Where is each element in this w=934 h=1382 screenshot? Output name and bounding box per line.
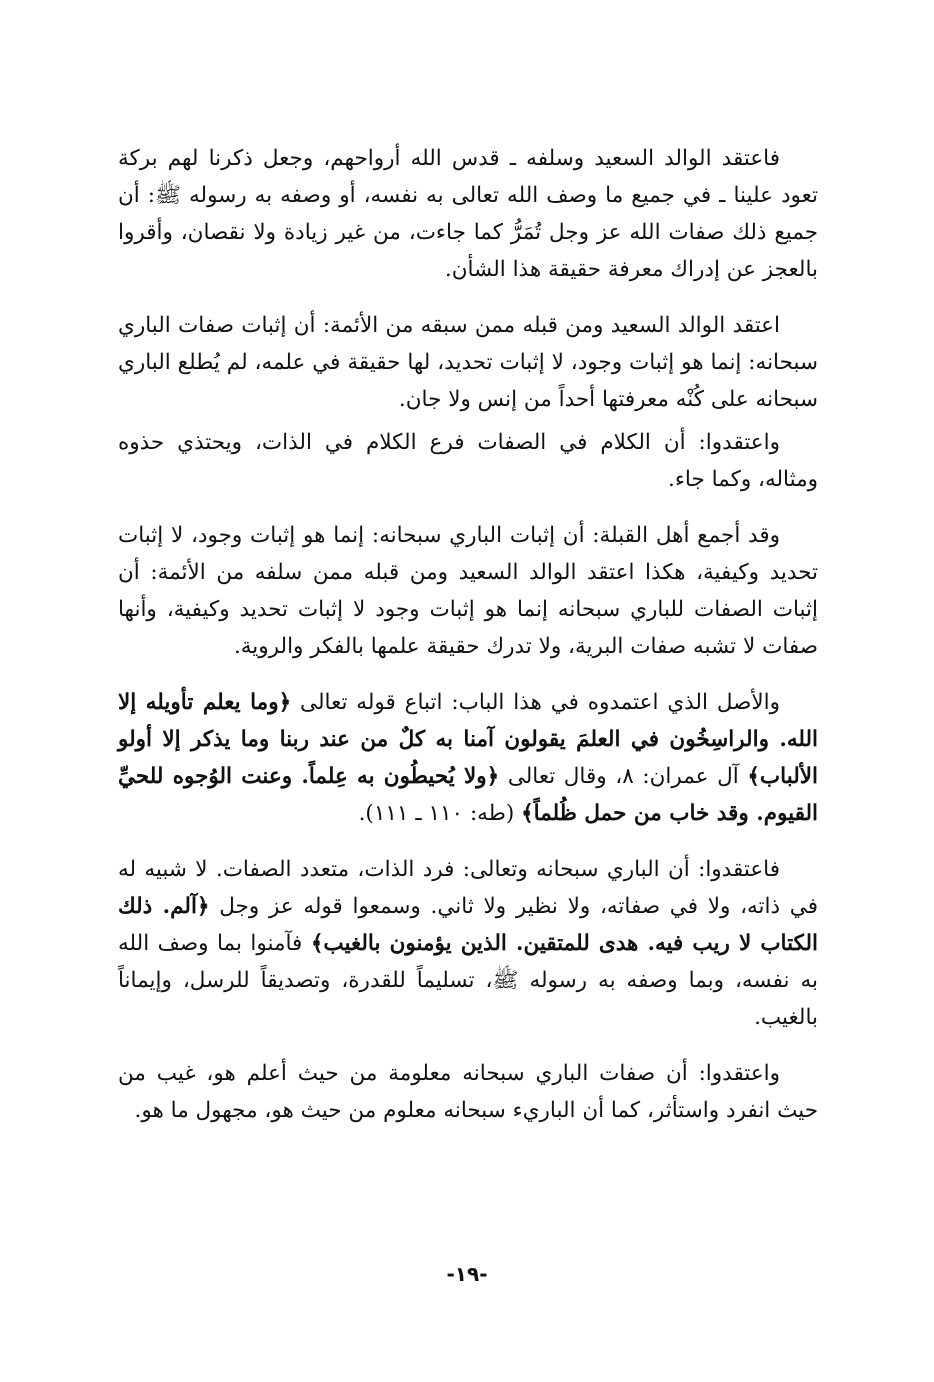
quran-quote-baqara: ﴿آلم. ذلك الكتاب لا ريب فيه. هدى للمتقين. الذين يؤمنون بالغيب﴾: [118, 894, 818, 956]
paragraph-7: واعتقدوا: أن صفات الباري سبحانه معلومة من حيث أعلم هو، غيب من حيث انفرد واستأثر، كما أن الباريء سبحانه معلوم من حيث هو، مجهول ما هو.: [118, 1061, 818, 1123]
paragraph-3: واعتقدوا: أن الكلام في الصفات فرع الكلام في الذات، ويحتذي حذوه ومثاله، وكما جاء.: [118, 430, 818, 492]
body-text: [118, 140, 818, 1148]
page-number: -١٩-: [446, 1262, 488, 1286]
paragraph-5: [118, 684, 818, 832]
paragraph-2: اعتقد الوالد السعيد ومن قبله ممن سبقه من الأئمة: أن إثبات صفات الباري سبحانه: إنما هو إثبات وجود، لا إثبات تحديد، لها حقيقة في علمه، لم يُطلع الباري سبحانه على كُنْه معرفتها أحداً من إنس ولا جان.: [118, 313, 818, 412]
paragraph-5-intro: والأصل الذي اعتمدوه في هذا الباب: اتباع قوله تعالى: [291, 690, 780, 715]
paragraph-6: [118, 851, 818, 1036]
paragraph-5-end: (طه: ١١٠ ـ ١١١).: [358, 801, 522, 826]
paragraph-5-citation: آل عمران: ٨، وقال تعالى: [499, 764, 748, 789]
paragraph-6-end: فآمنوا بما وصف الله به نفسه، وبما وصفه به رسوله ﷺ، تسليماً للقدرة، وتصديقاً للرسل، وإيماناً بالغيب.: [118, 931, 818, 1030]
quran-quote-al-imran: ﴿وما يعلم تأويله إلا الله. والراسِخُون في العلمَ يقولون آمنا به كلٌ من عند ربنا وما يذكر إلا أولو الألباب﴾: [118, 690, 818, 789]
paragraph-6-intro: فاعتقدوا: أن الباري سبحانه وتعالى: فرد الذات، متعدد الصفات. لا شبيه له في ذاته، ولا في صفاته، ولا نظير ولا ثاني. وسمعوا قوله عز وجل: [118, 857, 819, 919]
paragraph-1: فاعتقد الوالد السعيد وسلفه ـ قدس الله أرواحهم، وجعل ذكرنا لهم بركة تعود علينا ـ في جميع ما وصف الله تعالى به نفسه، أو وصفه به رسوله ﷺ: أن جميع ذلك صفات الله عز وجل تُمَرُّ كما جاءت، من غير زيادة ولا نقصان، وأقروا بالعجز عن إدراك معرفة حقيقة هذا الشأن.: [118, 146, 818, 282]
quran-quote-taha: ﴿ولا يُحيطُون به عِلماً. وعنت الوُجوه للحيِّ القيوم. وقد خاب من حمل ظُلماً﴾: [118, 764, 818, 826]
paragraph-4: وقد أجمع أهل القبلة: أن إثبات الباري سبحانه: إنما هو إثبات وجود، لا إثبات تحديد وكيفية، هكذا اعتقد الوالد السعيد ومن قبله ممن سلفه من الأئمة: أن إثبات الصفات للباري سبحانه إنما هو إثبات وجود لا إثبات تحديد وكيفية، وأنها صفات لا تشبه صفات البرية، ولا تدرك حقيقة علمها بالفكر والروية.: [118, 523, 818, 659]
